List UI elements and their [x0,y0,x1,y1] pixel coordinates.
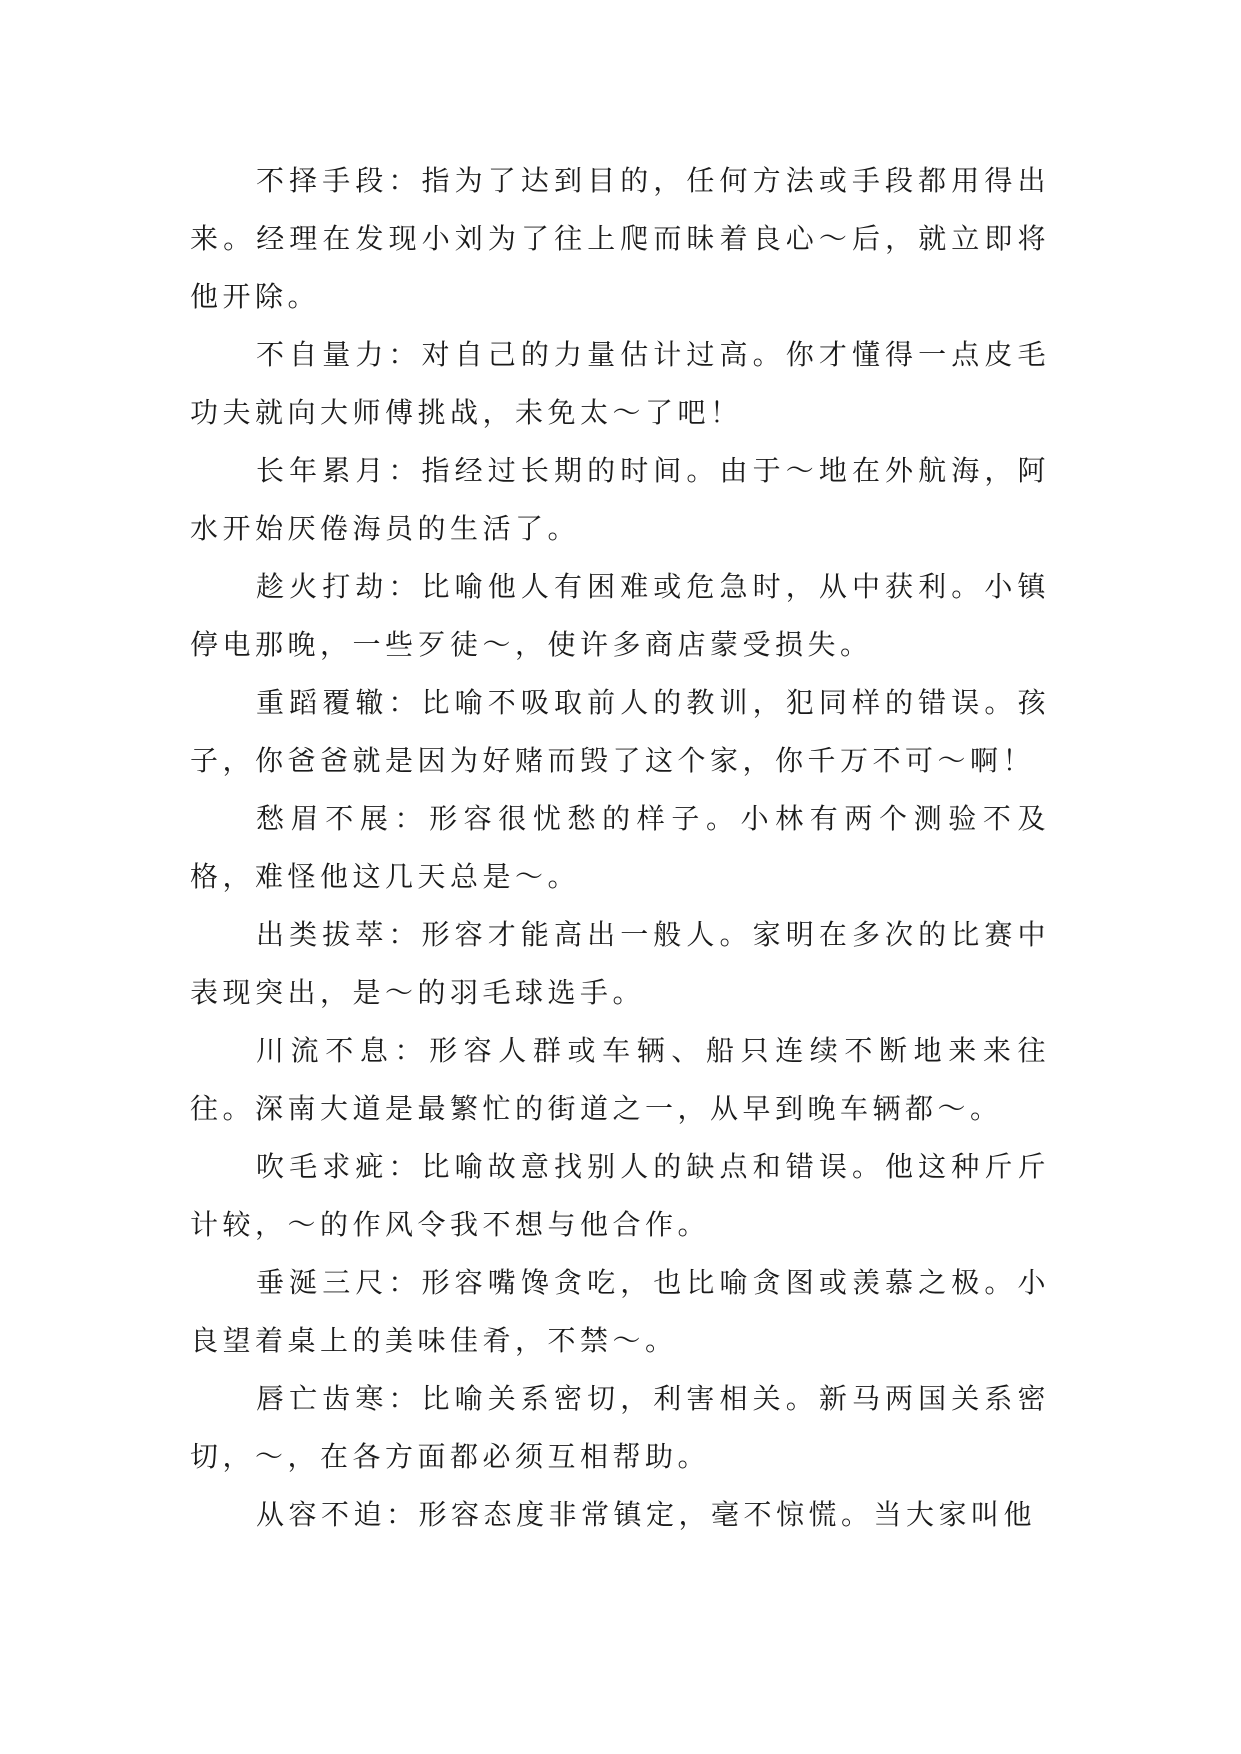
idiom-entry-buzeshouduan: 不择手段：指为了达到目的，任何方法或手段都用得出来。经理在发现小刘为了往上爬而昧着良心～后，就立即将他开除。 [190,164,1050,313]
idiom-entry-changnianleiyue: 长年累月：指经过长期的时间。由于～地在外航海，阿水开始厌倦海员的生活了。 [190,454,1050,545]
idiom-entry-choumeibuzhan: 愁眉不展：形容很忧愁的样子。小林有两个测验不及格，难怪他这几天总是～。 [190,802,1050,893]
idiom-entry-chuleibacui: 出类拔萃：形容才能高出一般人。家明在多次的比赛中表现突出，是～的羽毛球选手。 [190,918,1050,1009]
document-body [190,152,1050,1544]
idiom-entry-buziliangli: 不自量力：对自己的力量估计过高。你才懂得一点皮毛功夫就向大师傅挑战，未免太～了吧！ [190,338,1050,429]
idiom-entry-chuanliubuxi: 川流不息：形容人群或车辆、船只连续不断地来来往往。深南大道是最繁忙的街道之一，从早到晚车辆都～。 [190,1034,1050,1125]
idiom-entry-chenhuodajie: 趁火打劫：比喻他人有困难或危急时，从中获利。小镇停电那晚，一些歹徒～，使许多商店蒙受损失。 [190,570,1050,661]
idiom-entry-chuimaoqiuci: 吹毛求疵：比喻故意找别人的缺点和错误。他这种斤斤计较，～的作风令我不想与他合作。 [190,1150,1050,1241]
idiom-entry-congrongbupo: 从容不迫：形容态度非常镇定，毫不惊慌。当大家叫他 [256,1498,1037,1531]
idiom-entry-chongdaofuzhe: 重蹈覆辙：比喻不吸取前人的教训，犯同样的错误。孩子，你爸爸就是因为好赌而毁了这个家，你千万不可～啊！ [190,686,1050,777]
idiom-entry-chunwangchihan: 唇亡齿寒：比喻关系密切，利害相关。新马两国关系密切，～，在各方面都必须互相帮助。 [190,1382,1050,1473]
idiom-entry-chuixiansanchi: 垂涎三尺：形容嘴馋贪吃，也比喻贪图或羡慕之极。小良望着桌上的美味佳肴，不禁～。 [190,1266,1050,1357]
